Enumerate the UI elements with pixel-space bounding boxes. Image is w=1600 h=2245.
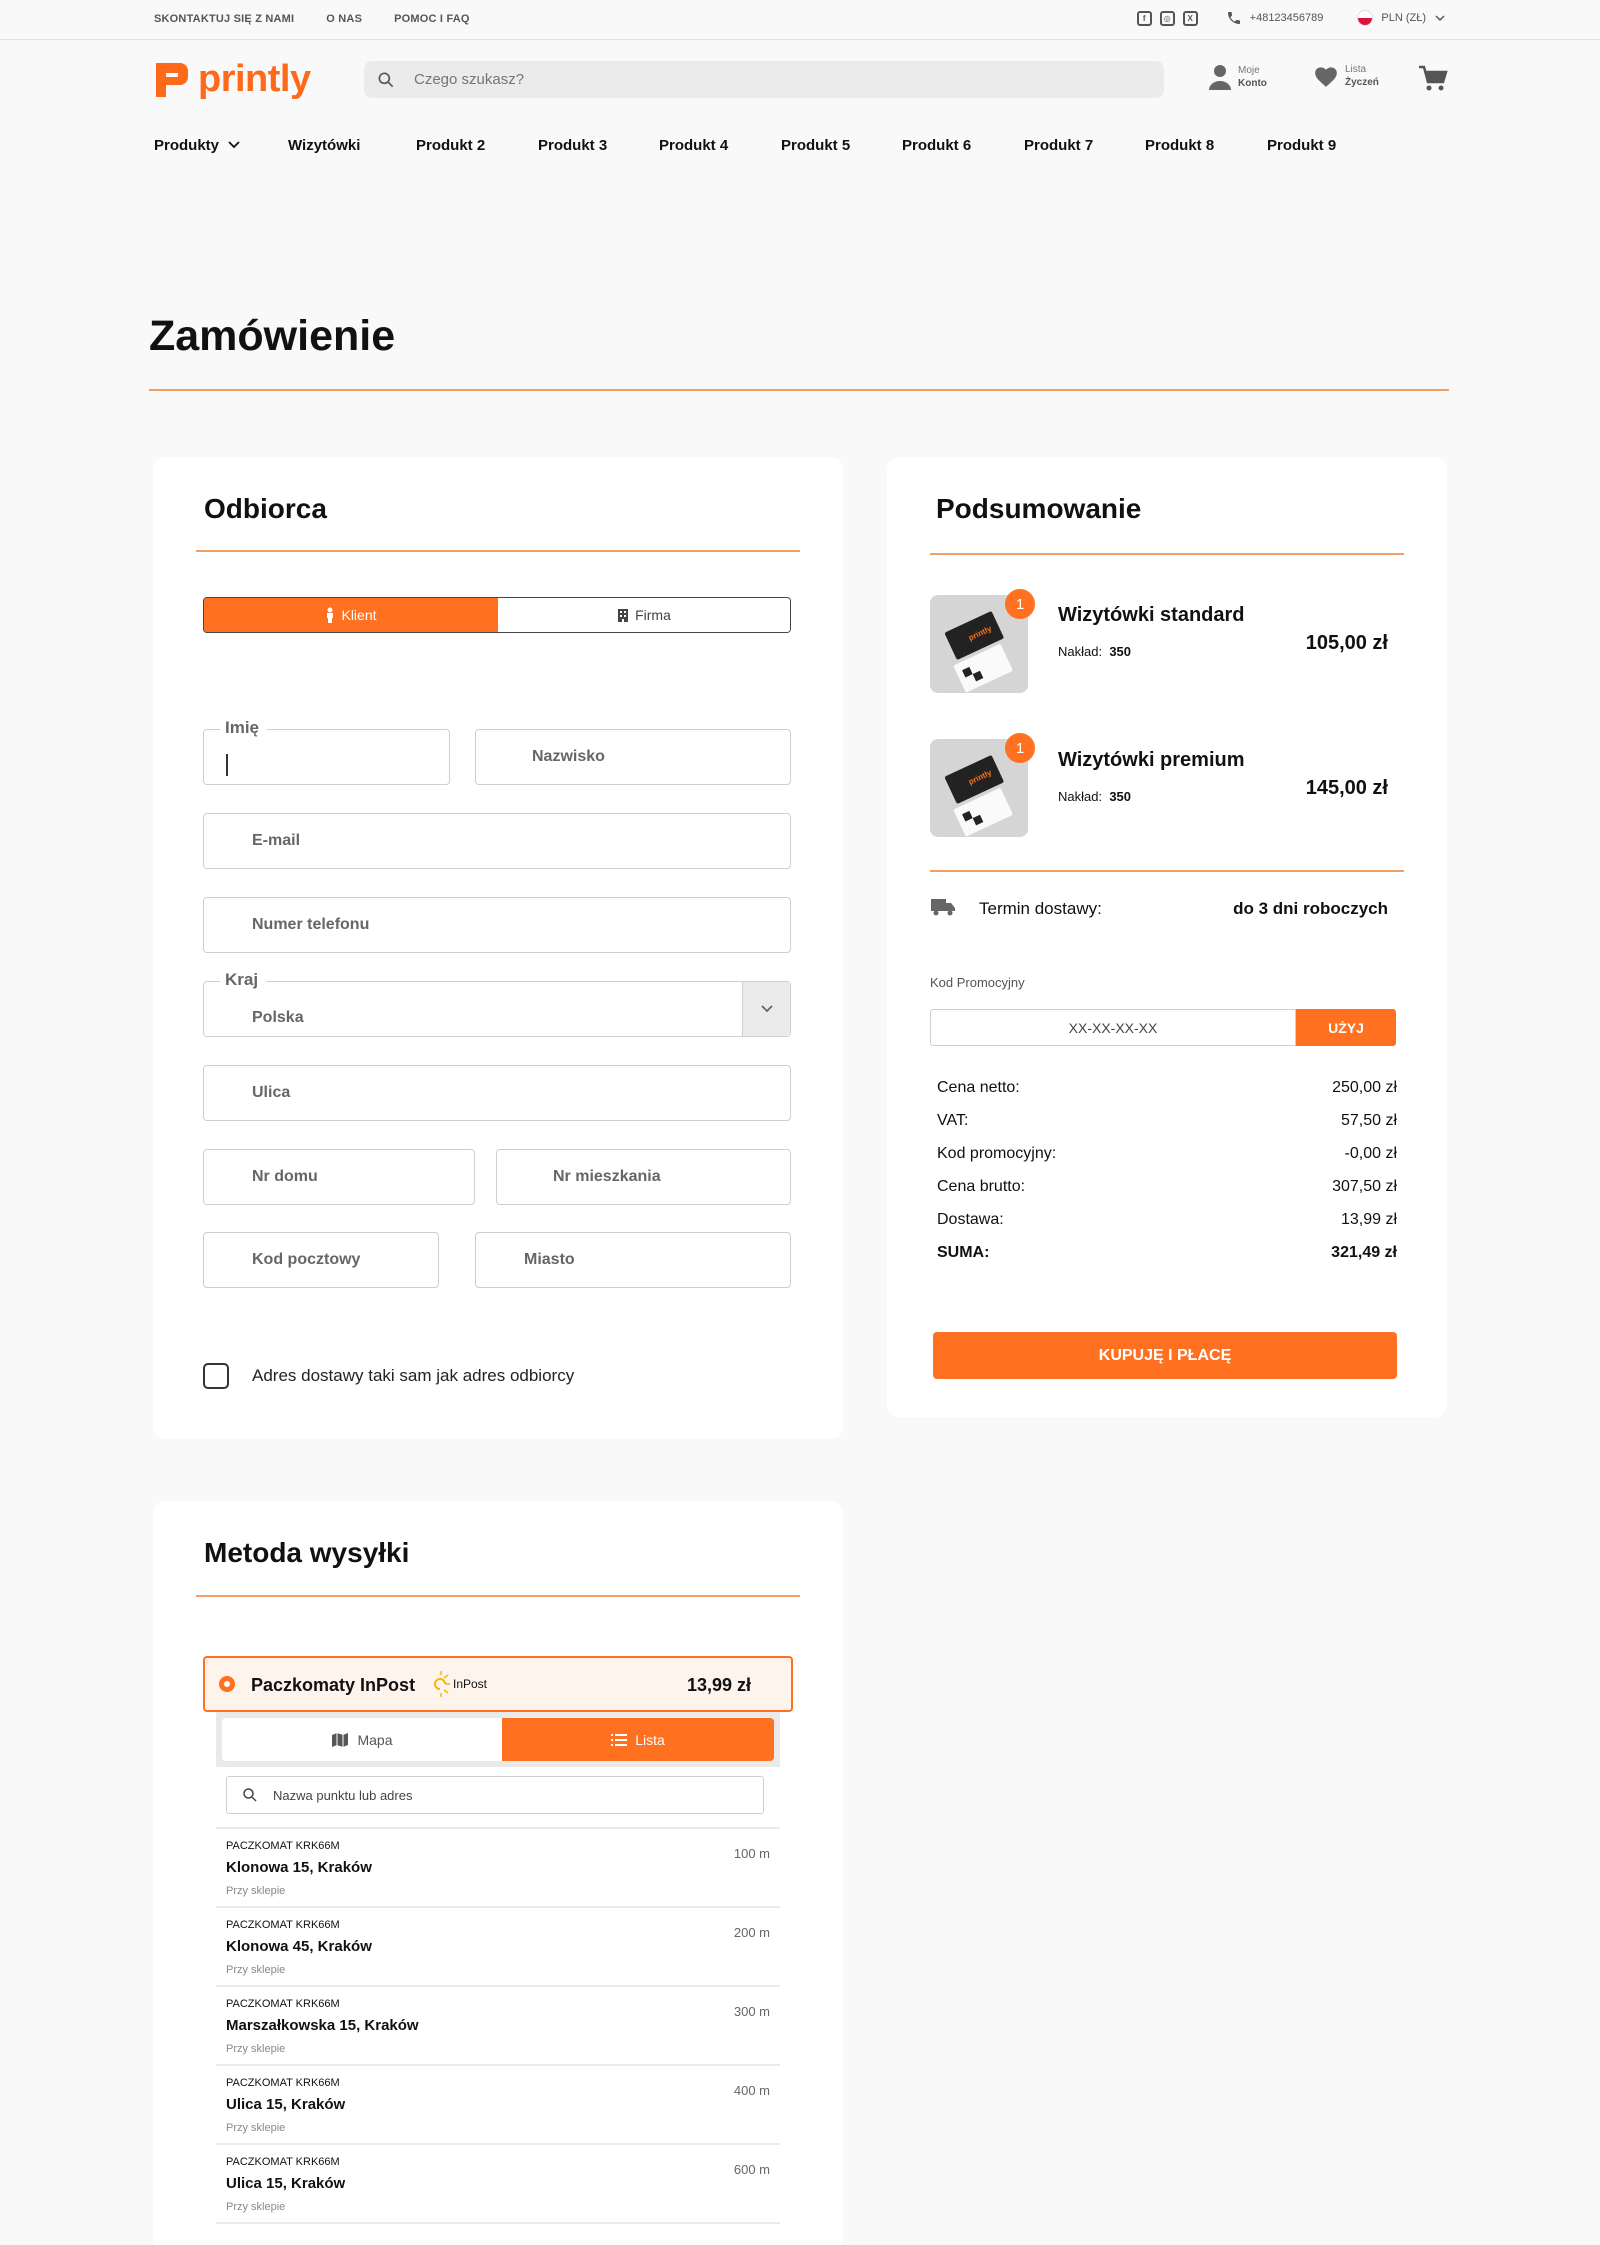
pickup-point-item[interactable] [216,2145,780,2222]
pickup-points-panel [216,1712,780,2245]
pickup-point-item[interactable] [216,1829,780,1906]
pickup-point-distance: 400 m [733,2083,770,2098]
pickup-point-code: PACZKOMAT KRK66M [226,1840,340,1852]
nav-products[interactable] [154,137,241,154]
pickup-point-distance: 200 m [733,1925,770,1940]
user-icon [1208,63,1232,91]
nav-products-label: Produkty [154,137,220,154]
shipping-option-radio[interactable] [219,1676,235,1692]
postcode-placeholder: Kod pocztowy [252,1251,361,1268]
tab-map[interactable] [222,1718,502,1761]
same-address-checkbox[interactable] [203,1363,229,1389]
pickup-point-distance: 300 m [733,2004,770,2019]
phone-icon [1226,10,1242,26]
pickup-point-note: Przy sklepie [226,2043,286,2055]
nav-item-wizytowki[interactable]: Wizytówki [288,137,361,154]
shipping-divider [196,1595,800,1597]
pickup-point-note: Przy sklepie [226,2122,286,2134]
promo-code-input[interactable] [930,1009,1296,1046]
facebook-icon[interactable]: f [1137,11,1152,26]
customer-type-toggle [203,597,791,633]
shipping-option-inpost[interactable] [203,1656,793,1712]
top-bar [0,0,1600,40]
shipping-option-price: 13,99 zł [686,1675,751,1695]
tab-list-label: Lista [635,1731,665,1748]
help-faq-link[interactable]: POMOC I FAQ [394,13,470,25]
tab-klient-label: Klient [341,607,377,623]
point-search-placeholder: Nazwa punktu lub adres [273,1787,413,1803]
product-name: Wizytówki premium [1058,749,1245,771]
person-icon [325,607,335,623]
recipient-card [153,457,843,1439]
top-right [1137,10,1446,26]
apply-promo-button[interactable]: UŻYJ [1296,1009,1396,1046]
flat-number-placeholder: Nr mieszkania [553,1168,661,1185]
printly-logo-icon [154,61,190,99]
building-icon [617,608,629,622]
nav-item-produkt-8[interactable]: Produkt 8 [1145,137,1215,154]
pickup-point-address: Klonowa 45, Kraków [226,1938,372,1955]
nav-item-produkt-4[interactable]: Produkt 4 [659,137,729,154]
pickup-point-address: Klonowa 15, Kraków [226,1859,372,1876]
product-quantity: Nakład: 350 [1058,789,1132,804]
first-name-label: Imię [220,718,267,738]
last-name-field[interactable] [475,729,791,785]
product-count-badge: 1 [1005,589,1035,619]
delivery-time-value: do 3 dni roboczych [1233,899,1388,918]
point-search-input[interactable] [226,1776,764,1814]
email-field[interactable] [203,813,791,869]
map-icon [331,1732,349,1748]
country-value: Polska [252,1009,304,1026]
inpost-logo-text: InPost [453,1677,488,1691]
pickup-point-code: PACZKOMAT KRK66M [226,1998,340,2010]
top-links [154,13,470,25]
pickup-point-distance: 100 m [733,1846,770,1861]
inpost-sun-icon [431,1670,451,1698]
pickup-point-code: PACZKOMAT KRK66M [226,1919,340,1931]
totals-list: Cena netto: 250,00 zł VAT: 57,50 zł Kod promocyjny: -0,00 zł Cena brutto: 307,50 zł Dostawa: 13,99 zł SUMA: 321,49 zł [937,1079,1397,1261]
pickup-point-note: Przy sklepie [226,1964,286,1976]
product-name: Wizytówki standard [1058,604,1245,626]
search-icon [376,70,396,90]
heart-icon [1313,64,1339,88]
search-bar[interactable] [364,61,1164,98]
summary-card [887,457,1447,1417]
summary-divider [930,870,1404,872]
nav-item-produkt-6[interactable]: Produkt 6 [902,137,972,154]
chevron-down-icon [227,140,241,150]
pickup-point-address: Ulica 15, Kraków [226,2175,346,2192]
city-field[interactable] [475,1232,791,1288]
last-name-placeholder: Nazwisko [532,748,605,765]
currency-select[interactable]: PLN (ZŁ) [1381,12,1426,24]
pickup-point-item[interactable] [216,1987,780,2064]
country-dropdown-button[interactable] [742,982,790,1036]
nav-item-produkt-7[interactable]: Produkt 7 [1024,137,1094,154]
email-placeholder: E-mail [252,832,301,849]
nav-item-produkt-3[interactable]: Produkt 3 [538,137,608,154]
shipping-option-name: Paczkomaty InPost [251,1675,416,1695]
instagram-icon[interactable]: ◎ [1160,11,1175,26]
pickup-point-address: Ulica 15, Kraków [226,2096,346,2113]
house-number-placeholder: Nr domu [252,1168,318,1185]
country-label: Kraj [220,970,266,990]
flat-number-field[interactable] [496,1149,791,1205]
pickup-point-code: PACZKOMAT KRK66M [226,2077,340,2089]
page-title: Zamówienie [149,312,396,360]
tab-list[interactable] [502,1718,774,1761]
recipient-divider [196,550,800,552]
chevron-down-icon[interactable] [1434,12,1446,24]
search-input[interactable] [414,71,1114,88]
product-count-badge: 1 [1005,733,1035,763]
shipping-title: Metoda wysyłki [204,1537,410,1568]
account-link[interactable] [1208,63,1267,91]
account-label-bottom: Konto [1238,78,1267,89]
phone-number[interactable]: +48123456789 [1249,12,1324,24]
promo-code-label: Kod Promocyjny [930,975,1025,990]
buy-and-pay-button[interactable]: KUPUJĘ I PŁACĘ [933,1332,1397,1379]
x-twitter-icon[interactable]: X [1183,11,1198,26]
first-name-field[interactable] [203,718,450,785]
search-icon [241,1786,259,1804]
recipient-title: Odbiorca [204,493,327,524]
inpost-logo [431,1670,487,1698]
tab-klient[interactable] [204,598,498,632]
text-cursor [226,754,228,776]
tab-map-label: Mapa [357,1731,393,1748]
pickup-point-item[interactable] [216,2224,780,2245]
delivery-truck-icon [930,897,956,917]
house-number-field[interactable] [203,1149,475,1205]
pickup-point-distance: 600 m [733,2162,770,2177]
logo-text: printly [198,58,311,100]
account-label-top: Moje [1238,65,1260,76]
delivery-time-label: Termin dostawy: [979,899,1102,918]
nav-item-produkt-9[interactable]: Produkt 9 [1267,137,1337,154]
same-address-label[interactable]: Adres dostawy taki sam jak adres odbiorcy [252,1366,575,1385]
pickup-point-note: Przy sklepie [226,2201,286,2213]
pickup-point-code: PACZKOMAT KRK66M [226,2156,340,2168]
svg-text:printly: printly [967,768,994,787]
summary-divider [930,553,1404,555]
phone-field[interactable] [203,897,791,953]
contact-link[interactable]: SKONTAKTUJ SIĘ Z NAMI [154,13,295,25]
view-tabs [222,1718,774,1761]
wishlist-link[interactable] [1313,63,1379,89]
promo-code-placeholder: XX-XX-XX-XX [1068,1019,1158,1036]
cart-icon[interactable] [1418,65,1448,93]
product-price: 145,00 zł [1305,777,1388,799]
tab-firma-label: Firma [635,607,671,623]
street-placeholder: Ulica [252,1084,291,1101]
pickup-point-address: Marszałkowska 15, Kraków [226,2017,419,2034]
phone-placeholder: Numer telefonu [252,916,370,933]
city-placeholder: Miasto [524,1251,575,1268]
wishlist-label-bottom: Życzeń [1345,77,1379,88]
wishlist-label-top: Lista [1345,64,1367,75]
shipping-card [153,1501,843,2245]
nav-item-produkt-5[interactable]: Produkt 5 [781,137,851,154]
chevron-down-icon [760,1004,774,1014]
product-price: 105,00 zł [1305,632,1388,654]
pickup-point-item[interactable] [216,2066,780,2143]
postcode-field[interactable] [203,1232,439,1288]
pickup-point-item[interactable] [216,1908,780,1985]
pickup-point-note: Przy sklepie [226,1885,286,1897]
country-select[interactable] [203,970,791,1037]
logo[interactable] [154,58,311,101]
street-field[interactable] [203,1065,791,1121]
about-link[interactable]: O NAS [326,13,363,25]
list-icon [611,1733,627,1747]
nav-item-produkt-2[interactable]: Produkt 2 [416,137,486,154]
tab-firma[interactable] [498,598,790,632]
summary-title: Podsumowanie [936,493,1142,524]
poland-flag-icon [1357,10,1373,26]
product-quantity: Nakład: 350 [1058,644,1132,659]
title-divider [149,389,1449,391]
svg-text:printly: printly [967,624,994,643]
